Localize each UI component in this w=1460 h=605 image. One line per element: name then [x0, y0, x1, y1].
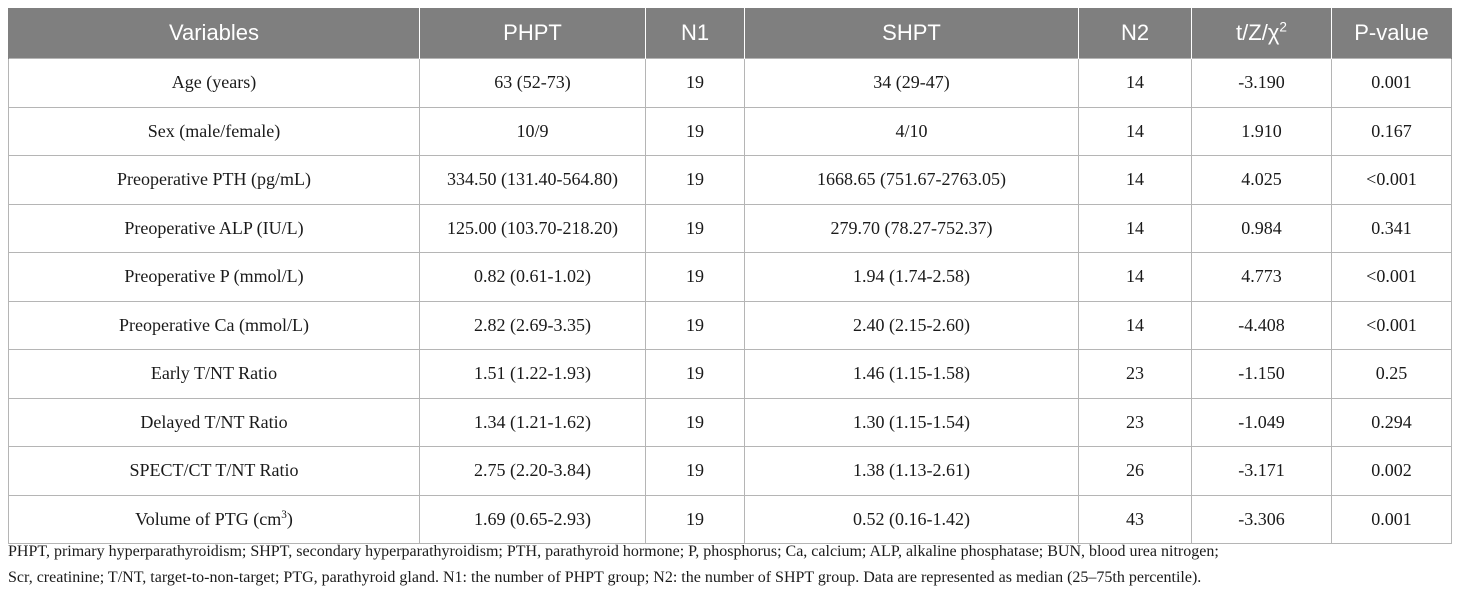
- header-statistic-base: t/Z/χ: [1236, 20, 1280, 45]
- cell-variable-text: Early T/NT Ratio: [150, 363, 278, 384]
- cell-phpt: 2.82 (2.69-3.35): [420, 301, 646, 350]
- header-row: [9, 8, 1452, 59]
- cell-phpt: 334.50 (131.40-564.80): [420, 156, 646, 205]
- cell-shpt: 34 (29-47): [745, 59, 1079, 108]
- cell-n2: 14: [1079, 59, 1192, 108]
- cell-n2: 23: [1079, 350, 1192, 399]
- cell-n1: 19: [646, 59, 745, 108]
- cell-variable-after: ): [286, 508, 293, 529]
- cell-variable-text: Preoperative ALP (IU/L): [124, 217, 304, 238]
- table-row: [9, 156, 1452, 205]
- cell-shpt: 1.94 (1.74-2.58): [745, 253, 1079, 302]
- cell-n1: 19: [646, 447, 745, 496]
- cell-statistic: -3.190: [1192, 59, 1332, 108]
- cell-pvalue: 0.341: [1332, 204, 1452, 253]
- cell-shpt: 4/10: [745, 107, 1079, 156]
- cell-pvalue: 0.002: [1332, 447, 1452, 496]
- table-row: [9, 107, 1452, 156]
- cell-statistic: -4.408: [1192, 301, 1332, 350]
- table-row: [9, 301, 1452, 350]
- header-statistic: [1192, 8, 1332, 59]
- header-variables: Variables: [9, 8, 420, 59]
- cell-statistic: 1.910: [1192, 107, 1332, 156]
- cell-variable-sup: 3: [281, 508, 287, 521]
- header-statistic-sup: 2: [1279, 19, 1287, 35]
- cell-phpt: 10/9: [420, 107, 646, 156]
- cell-variable: [9, 447, 420, 496]
- cell-n2: 43: [1079, 495, 1192, 544]
- cell-phpt: 63 (52-73): [420, 59, 646, 108]
- cell-variable: [9, 156, 420, 205]
- table-row: [9, 253, 1452, 302]
- cell-statistic: 0.984: [1192, 204, 1332, 253]
- cell-variable: [9, 398, 420, 447]
- cell-variable: [9, 59, 420, 108]
- data-table-container: [8, 8, 1451, 544]
- cell-n2: 14: [1079, 301, 1192, 350]
- cell-pvalue: 0.001: [1332, 495, 1452, 544]
- cell-pvalue: 0.001: [1332, 59, 1452, 108]
- cell-statistic: 4.773: [1192, 253, 1332, 302]
- cell-phpt: 125.00 (103.70-218.20): [420, 204, 646, 253]
- cell-variable-text: Preoperative PTH (pg/mL): [117, 169, 311, 190]
- header-n1: N1: [646, 8, 745, 59]
- cell-shpt: 2.40 (2.15-2.60): [745, 301, 1079, 350]
- cell-statistic: -1.150: [1192, 350, 1332, 399]
- cell-n1: 19: [646, 107, 745, 156]
- cell-variable-text: SPECT/CT T/NT Ratio: [129, 460, 299, 481]
- table-footnote: [8, 539, 1453, 591]
- cell-shpt: 1.30 (1.15-1.54): [745, 398, 1079, 447]
- cell-shpt: 1668.65 (751.67-2763.05): [745, 156, 1079, 205]
- cell-pvalue: 0.25: [1332, 350, 1452, 399]
- header-pvalue: P-value: [1332, 8, 1452, 59]
- cell-variable-text: Sex (male/female): [147, 120, 281, 141]
- cell-n1: 19: [646, 398, 745, 447]
- table-row: [9, 350, 1452, 399]
- cell-n2: 26: [1079, 447, 1192, 496]
- cell-shpt: 1.38 (1.13-2.61): [745, 447, 1079, 496]
- cell-variable: [9, 495, 420, 544]
- cell-statistic: -3.171: [1192, 447, 1332, 496]
- header-shpt: SHPT: [745, 8, 1079, 59]
- cell-phpt: 1.69 (0.65-2.93): [420, 495, 646, 544]
- cell-n1: 19: [646, 301, 745, 350]
- cell-variable: [9, 204, 420, 253]
- cell-n1: 19: [646, 495, 745, 544]
- cell-n1: 19: [646, 350, 745, 399]
- cell-shpt: 1.46 (1.15-1.58): [745, 350, 1079, 399]
- cell-statistic: -3.306: [1192, 495, 1332, 544]
- cell-variable-text: Volume of PTG (cm: [135, 508, 282, 529]
- cell-n2: 14: [1079, 107, 1192, 156]
- cell-shpt: 0.52 (0.16-1.42): [745, 495, 1079, 544]
- cell-phpt: 0.82 (0.61-1.02): [420, 253, 646, 302]
- cell-statistic: -1.049: [1192, 398, 1332, 447]
- cell-variable-text: Delayed T/NT Ratio: [140, 411, 288, 432]
- cell-phpt: 1.34 (1.21-1.62): [420, 398, 646, 447]
- cell-variable: [9, 301, 420, 350]
- cell-variable: [9, 253, 420, 302]
- cell-n2: 23: [1079, 398, 1192, 447]
- cell-n1: 19: [646, 156, 745, 205]
- cell-variable: [9, 350, 420, 399]
- footnote-line-1: PHPT, primary hyperparathyroidism; SHPT, secondary hyperparathyroidism; PTH, parathyroid hormone; P, phosphorus; Ca, calcium; ALP, alkaline phosphatase; BUN, blood urea nitrogen;: [8, 543, 1219, 560]
- cell-phpt: 1.51 (1.22-1.93): [420, 350, 646, 399]
- cell-pvalue: <0.001: [1332, 301, 1452, 350]
- cell-variable-text: Preoperative P (mmol/L): [124, 266, 304, 287]
- table-row: [9, 447, 1452, 496]
- table-row: [9, 204, 1452, 253]
- cell-pvalue: 0.294: [1332, 398, 1452, 447]
- table-body: [9, 59, 1452, 544]
- cell-pvalue: <0.001: [1332, 156, 1452, 205]
- cell-n2: 14: [1079, 204, 1192, 253]
- header-phpt: PHPT: [420, 8, 646, 59]
- cell-pvalue: 0.167: [1332, 107, 1452, 156]
- header-n2: N2: [1079, 8, 1192, 59]
- cell-shpt: 279.70 (78.27-752.37): [745, 204, 1079, 253]
- cell-n1: 19: [646, 253, 745, 302]
- cell-n2: 14: [1079, 253, 1192, 302]
- cell-variable: [9, 107, 420, 156]
- cell-pvalue: <0.001: [1332, 253, 1452, 302]
- cell-variable-text: Age (years): [171, 72, 257, 93]
- table-row: [9, 398, 1452, 447]
- cell-statistic: 4.025: [1192, 156, 1332, 205]
- footnote-line-2: Scr, creatinine; T/NT, target-to-non-target; PTG, parathyroid gland. N1: the number of PHPT group; N2: the number of SHPT group. Data are represented as median (25–75th percentile).: [8, 569, 1202, 586]
- cell-n2: 14: [1079, 156, 1192, 205]
- cell-variable-text: Preoperative Ca (mmol/L): [119, 314, 309, 335]
- table-row: [9, 59, 1452, 108]
- cell-n1: 19: [646, 204, 745, 253]
- cell-phpt: 2.75 (2.20-3.84): [420, 447, 646, 496]
- comparison-table: [8, 8, 1452, 544]
- table-row: [9, 495, 1452, 544]
